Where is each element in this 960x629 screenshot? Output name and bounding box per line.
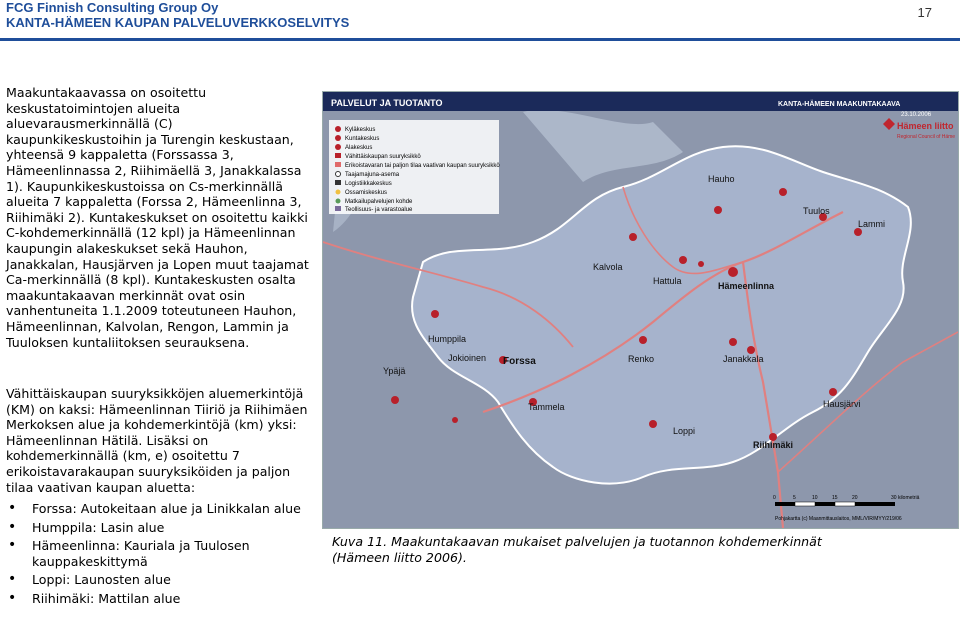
svg-text:Hämeen liitto: Hämeen liitto: [897, 121, 954, 131]
header-rule: [0, 38, 960, 41]
map-marker: [698, 261, 704, 267]
legend-label: Vähittäiskaupan suuryksikkö: [345, 154, 421, 160]
paragraph-retail-units: Vähittäiskaupan suuryksikköjen aluemerkintöjä (KM) on kaksi: Hämeenlinnan Tiiriö ja Riihimäen Merkoksen alue ja kohdemerkintöjä (km) yksi: Hämeenlinnan Hätilä. Lisäksi on kohdemerkinnällä (km, e) osoitettu 7 erikoistavarakaupan suuryksiköiden ja paljon tilaa vaativan kaupan aluetta:: [6, 386, 308, 495]
list-item: • Riihimäki: Mattilan alue: [6, 591, 312, 607]
map-marker: [649, 420, 657, 428]
svg-text:Regional Council of Häme: Regional Council of Häme: [897, 134, 956, 140]
map-marker: [452, 417, 458, 423]
regional-plan-map: [322, 91, 959, 529]
legend-label: Logistiikkakeskus: [345, 181, 392, 187]
map-legend: [329, 120, 500, 214]
place-label: Hämeenlinna: [718, 281, 775, 291]
place-label: Forssa: [503, 356, 536, 367]
map-marker: [747, 346, 755, 354]
page-number: 17: [917, 5, 932, 20]
scale-label: 20: [852, 495, 858, 501]
legend-marker: [335, 126, 341, 132]
map-marker: [854, 228, 862, 236]
map-marker: [714, 206, 722, 214]
report-title: KANTA-HÄMEEN KAUPAN PALVELUVERKKOSELVITYS: [6, 15, 350, 30]
list-item: • Humppila: Lasin alue: [6, 520, 312, 536]
map-marker: [391, 396, 399, 404]
figure-caption: [332, 534, 932, 566]
map-marker: [729, 338, 737, 346]
map-marker: [679, 256, 687, 264]
legend-marker: [336, 190, 341, 195]
map-marker: [639, 336, 647, 344]
map-marker: [629, 233, 637, 241]
legend-label: Teollisuus- ja varastoalue: [345, 207, 413, 213]
map-date: 23.10.2006: [901, 112, 932, 118]
place-label: Renko: [628, 354, 655, 364]
map-marker: [779, 188, 787, 196]
legend-label: Kuntakeskus: [345, 136, 380, 142]
page-header: [6, 0, 349, 30]
place-label: Humppila: [428, 334, 467, 344]
caption-line: Kuva 11. Maakuntakaavan mukaiset palvelujen ja tuotannon kohdemerkinnät: [332, 534, 822, 549]
list-item: • Forssa: Autokeitaan alue ja Linikkalan alue: [6, 501, 312, 517]
legend-label: Kyläkeskus: [345, 127, 376, 133]
legend-marker: [335, 162, 341, 167]
place-label: Jokioinen: [448, 353, 487, 363]
legend-marker: [335, 135, 341, 141]
legend-marker: [336, 172, 341, 177]
place-label: Riihimäki: [753, 440, 794, 450]
place-label: Tuulos: [803, 206, 830, 216]
scale-label: 0: [773, 495, 776, 501]
place-label: Lammi: [858, 219, 886, 229]
legend-marker: [335, 206, 341, 211]
legend-marker: [335, 144, 341, 150]
scale-label: 30 kilometriä: [891, 495, 920, 501]
place-label: Hausjärvi: [823, 399, 861, 409]
caption-line: (Hämeen liitto 2006).: [332, 550, 467, 565]
place-label: Kalvola: [593, 262, 623, 272]
map-credit: Pohjakartta (c) Maanmittauslaitos, MML/VIR/MYY/219/06: [775, 516, 902, 522]
scale-label: 10: [812, 495, 818, 501]
place-label: Janakkala: [723, 354, 764, 364]
place-label: Loppi: [673, 426, 696, 436]
place-label: Tammela: [528, 402, 565, 412]
legend-label: Ossamiskeskus: [345, 190, 388, 196]
place-label: Hauho: [708, 174, 735, 184]
place-label: Hattula: [653, 276, 682, 286]
map-marker: [829, 388, 837, 396]
map-graphic: [323, 92, 958, 528]
company-name: FCG Finnish Consulting Group Oy: [6, 0, 219, 15]
legend-marker: [335, 180, 341, 185]
paragraph-city-centres: Maakuntakaavassa on osoitettu keskustatoimintojen alueita aluevarausmerkinnällä (C) kaupunkikeskustoihin ja Turengin keskustaan, yhteensä 9 kappaletta (Forssassa 3, Hämeenlinnassa 2, Riihimäellä 3, Janakkalassa 1). Kaupunkikeskustoissa on Cs-merkinnällä alueita 7 kappaletta (Forssa 2, Hämeenlinna 3, Riihimäki 2). Kuntakeskukset on osoitettu kaikki C-kohdemerkinnällä (12 kpl) ja Hämeenlinnan kaupungin alakeskukset sekä Hauhon, Janakkalan, Hausjärven ja Lopen muut taajamat Ca-merkinnällä (8 kpl). Kuntakeskusten osalta maakuntakaavan merkinnät ovat osin vanhentuneita 1.1.2009 toteutuneen Hauhon, Hämeenlinnan, Kalvolan, Rengon, Lammin ja Tuuloksen kuntaliitoksen seurauksena.: [6, 85, 309, 350]
list-item: • Loppi: Launosten alue: [6, 572, 312, 588]
scale-label: 5: [793, 495, 796, 501]
map-plan-name: KANTA-HÄMEEN MAAKUNTAKAAVA: [778, 101, 901, 108]
legend-label: Alakeskus: [345, 145, 373, 151]
legend-marker: [336, 199, 341, 204]
list-item: • Hämeenlinna: Kauriala ja Tuulosen kauppakeskittymä: [6, 538, 312, 569]
scale-label: 15: [832, 495, 838, 501]
map-marker: [431, 310, 439, 318]
legend-marker: [335, 153, 341, 158]
legend-label: Erikoistavaran tai paljon tilaa vaativan kaupan suuryksikkö: [345, 163, 500, 169]
legend-label: Matkailupalvelujen kohde: [345, 199, 413, 205]
legend-label: Taajamajuna-asema: [345, 172, 400, 178]
map-title: PALVELUT JA TUOTANTO: [331, 98, 443, 108]
retail-area-list: [6, 501, 312, 610]
map-marker: [728, 267, 738, 277]
place-label: Ypäjä: [383, 366, 406, 376]
